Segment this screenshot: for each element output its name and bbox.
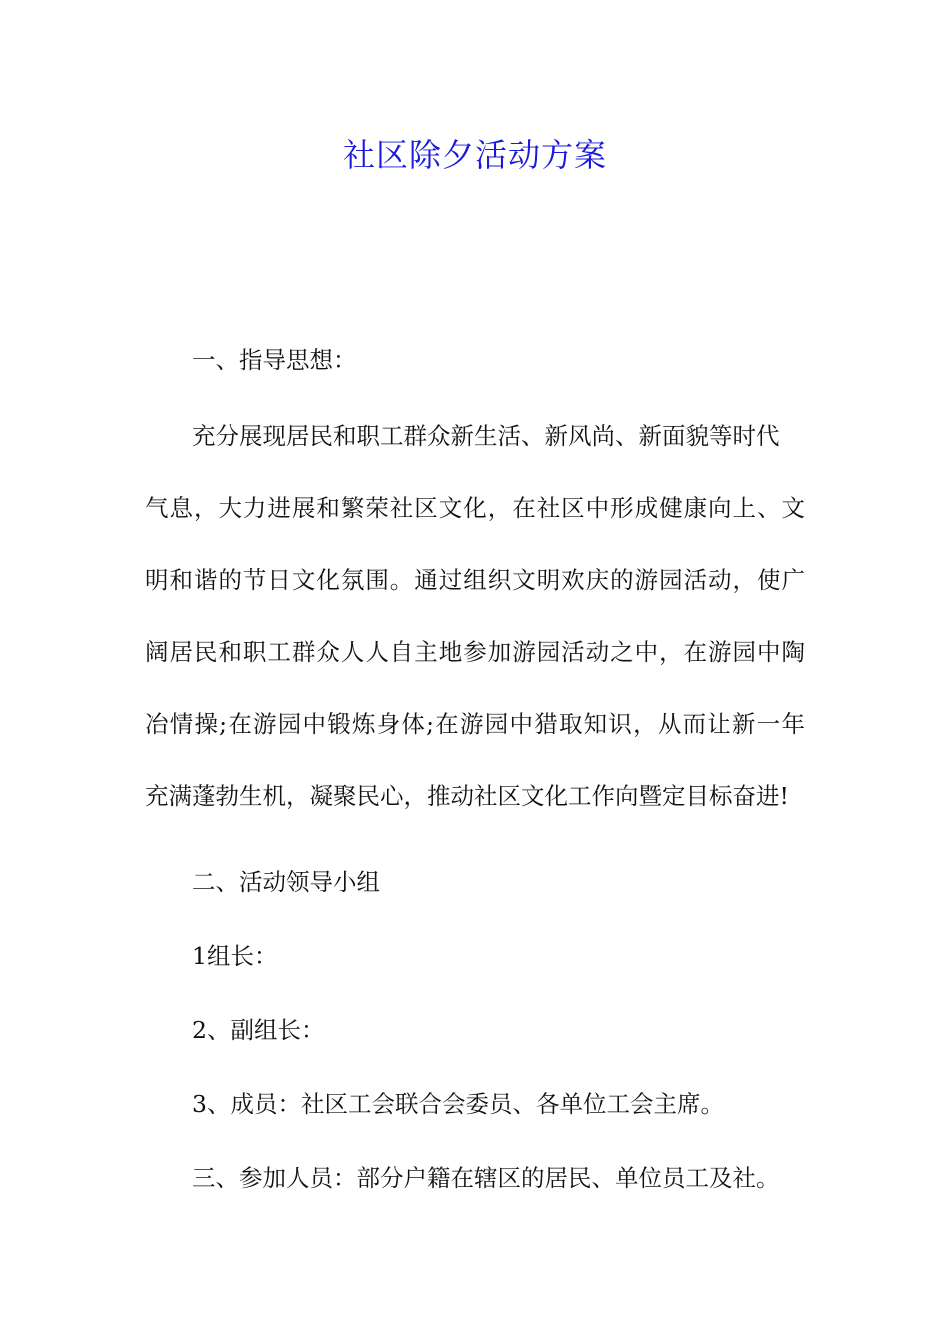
document-title: 社区除夕活动方案: [342, 136, 607, 174]
paragraph-line: 明和谐的节日文化氛围。通过组织文明欢庆的游园活动，使广: [145, 566, 805, 594]
paragraph-line: 充满蓬勃生机，凝聚民心，推动社区文化工作向暨定目标奋进!: [145, 782, 789, 810]
list-item-members: 3、成员：社区工会联合会委员、各单位工会主席。: [192, 1090, 724, 1118]
paragraph-line: 充分展现居民和职工群众新生活、新风尚、新面貌等时代: [192, 422, 780, 450]
section-heading-leadership-group: 二、活动领导小组: [192, 868, 380, 896]
list-item-group-leader: 1组长：: [192, 942, 278, 970]
paragraph-line: 阔居民和职工群众人人自主地参加游园活动之中，在游园中陶: [145, 638, 805, 666]
paragraph-line: 气息，大力进展和繁荣社区文化，在社区中形成健康向上、文: [145, 494, 805, 522]
section-heading-guiding-thought: 一、指导思想：: [192, 346, 357, 374]
list-item-deputy-leader: 2、副组长：: [192, 1016, 325, 1044]
section-heading-participants: 三、参加人员：部分户籍在辖区的居民、单位员工及社。: [192, 1164, 780, 1192]
paragraph-line: 冶情操;在游园中锻炼身体;在游园中猎取知识，从而让新一年: [145, 710, 805, 738]
